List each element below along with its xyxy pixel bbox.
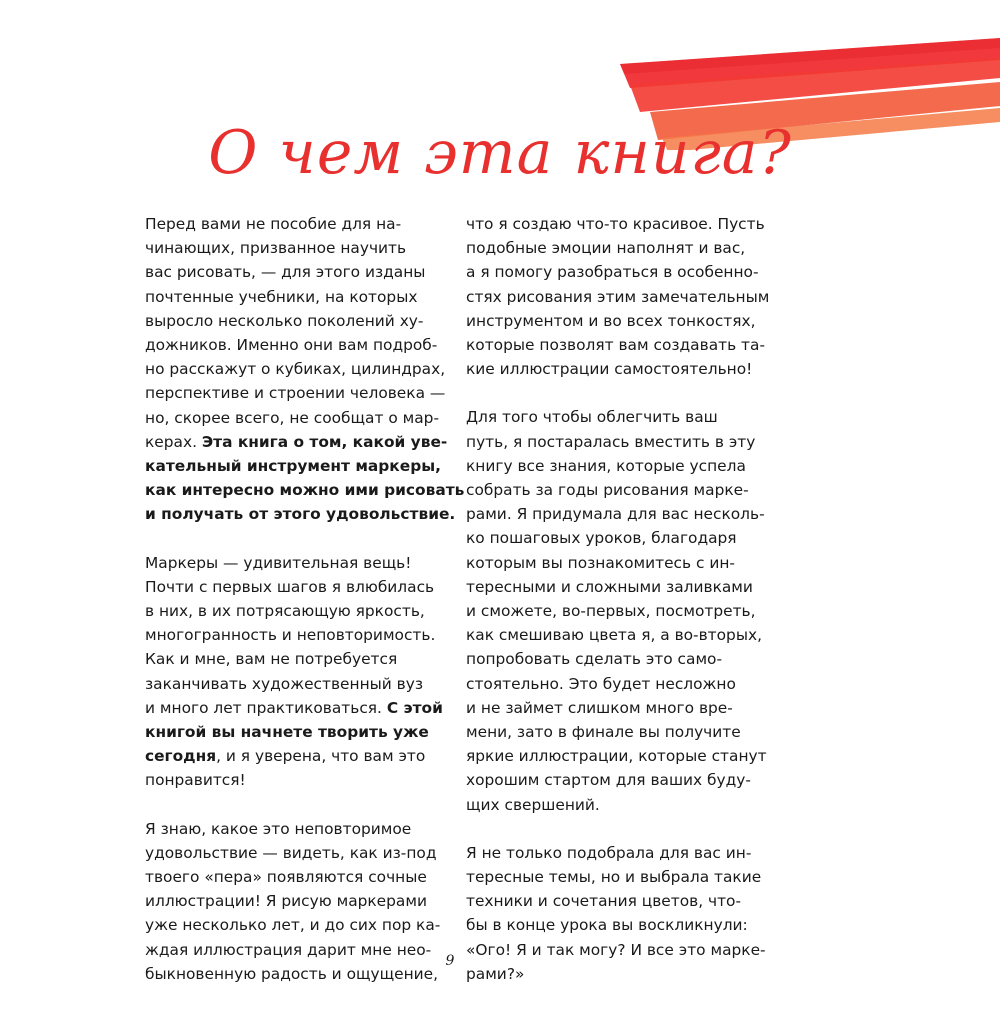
- text-line: что я создаю что-то красивое. Пусть: [466, 215, 765, 233]
- text-line: быкновенную радость и ощущение,: [145, 964, 438, 983]
- text-line: и сможете, во-первых, посмотреть,: [466, 602, 756, 621]
- bold-text: Эта книга о том, какой уве-: [201, 432, 448, 451]
- paragraph: [466, 212, 776, 381]
- text-line: и не займет слишком много вре-: [466, 698, 733, 717]
- text-line: хорошим стартом для ваших буду-: [466, 771, 751, 790]
- text-line: тересными и сложными заливками: [466, 577, 753, 596]
- text-segment: и много лет практиковаться.: [145, 698, 387, 717]
- paragraph: [466, 405, 776, 816]
- text-line: чинающих, призванное научить: [145, 239, 407, 258]
- text-line: кие иллюстрации самостоятельно!: [466, 360, 753, 379]
- text-line: в них, в их потрясающую яркость,: [145, 602, 425, 621]
- text-line: рами?»: [466, 964, 525, 983]
- text-line: уже несколько лет, и до сих пор ка-: [145, 916, 441, 935]
- bold-text: С этой: [386, 698, 443, 717]
- text-line: но, скорее всего, не сообщат о мар-: [145, 408, 439, 427]
- text-line: которым вы познакомитесь с ин-: [466, 553, 735, 572]
- right-column: [466, 212, 776, 1010]
- paragraph: [145, 212, 465, 527]
- page-title: О чем эта книга?: [208, 118, 792, 188]
- text-line: техники и сочетания цветов, что-: [466, 892, 742, 911]
- text-line: заканчивать художественный вуз: [145, 674, 424, 693]
- text-line: выросло несколько поколений ху-: [145, 311, 424, 330]
- paragraph: [145, 551, 455, 793]
- left-column: [145, 212, 465, 1010]
- text-line: Почти с первых шагов я влюбилась: [145, 577, 435, 596]
- text-line: дожников. Именно они вам подроб-: [145, 336, 438, 355]
- text-line: [145, 744, 455, 768]
- text-line: щих свершений.: [466, 795, 600, 814]
- text-line: но расскажут о кубиках, цилиндрах,: [145, 360, 446, 379]
- text-line: Перед вами не пособие для на-: [145, 215, 402, 233]
- text-line: «Ого! Я и так могу? И все это марке-: [466, 940, 766, 959]
- text-line: перспективе и строении человека —: [145, 384, 446, 403]
- text-line: тересные темы, но и выбрала такие: [466, 868, 762, 887]
- text-line: попробовать сделать это само-: [466, 650, 723, 669]
- text-line: как смешиваю цвета я, а во-вторых,: [466, 626, 762, 645]
- text-line: подобные эмоции наполнят и вас,: [466, 239, 746, 258]
- text-line: ждая иллюстрация дарит мне нео-: [145, 940, 432, 959]
- text-line: иллюстрации! Я рисую маркерами: [145, 892, 427, 911]
- text-segment: керах.: [145, 432, 202, 451]
- text-line: понравится!: [145, 771, 246, 790]
- text-line: Я не только подобрала для вас ин-: [466, 843, 752, 862]
- page-number: 9: [445, 953, 455, 969]
- text-line: вас рисовать, — для этого изданы: [145, 263, 426, 282]
- text-line: яркие иллюстрации, которые станут: [466, 747, 767, 766]
- bold-text: сегодня: [145, 747, 217, 766]
- text-line: стоятельно. Это будет несложно: [466, 674, 736, 693]
- paragraph: [145, 817, 455, 986]
- text-line: удовольствие — видеть, как из-под: [145, 843, 437, 862]
- text-line: почтенные учебники, на которых: [145, 287, 418, 306]
- text-line: мени, зато в финале вы получите: [466, 723, 741, 742]
- text-line: ко пошаговых уроков, благодаря: [466, 529, 737, 548]
- text-line: собрать за годы рисования марке-: [466, 481, 749, 500]
- text-line: путь, я постаралась вместить в эту: [466, 432, 756, 451]
- text-line: многогранность и неповторимость.: [145, 626, 436, 645]
- text-line: Как и мне, вам не потребуется: [145, 650, 398, 669]
- text-line: стях рисования этим замечательным: [466, 287, 770, 306]
- text-line: инструментом и во всех тонкостях,: [466, 311, 756, 330]
- text-line: твоего «пера» появляются сочные: [145, 868, 427, 887]
- bold-text-line: кательный инструмент маркеры,: [145, 457, 441, 476]
- text-line: которые позволят вам создавать та-: [466, 336, 765, 355]
- bold-text-line: книгой вы начнете творить уже: [145, 723, 429, 742]
- text-line: Я знаю, какое это неповторимое: [145, 819, 412, 838]
- text-line: бы в конце урока вы воскликнули:: [466, 916, 748, 935]
- text-line: а я помогу разобраться в особенно-: [466, 263, 759, 282]
- text-line: [145, 696, 455, 720]
- text-line: книгу все знания, которые успела: [466, 456, 746, 475]
- bold-text-line: как интересно можно ими рисовать: [145, 481, 465, 500]
- text-line: Для того чтобы облегчить ваш: [466, 408, 718, 427]
- text-line: [145, 430, 455, 454]
- text-segment: , и я уверена, что вам это: [216, 747, 426, 766]
- text-line: Маркеры — удивительная вещь!: [145, 553, 412, 572]
- bold-text-line: и получать от этого удовольствие.: [145, 505, 456, 524]
- text-line: рами. Я придумала для вас несколь-: [466, 505, 765, 524]
- paragraph: [466, 841, 776, 986]
